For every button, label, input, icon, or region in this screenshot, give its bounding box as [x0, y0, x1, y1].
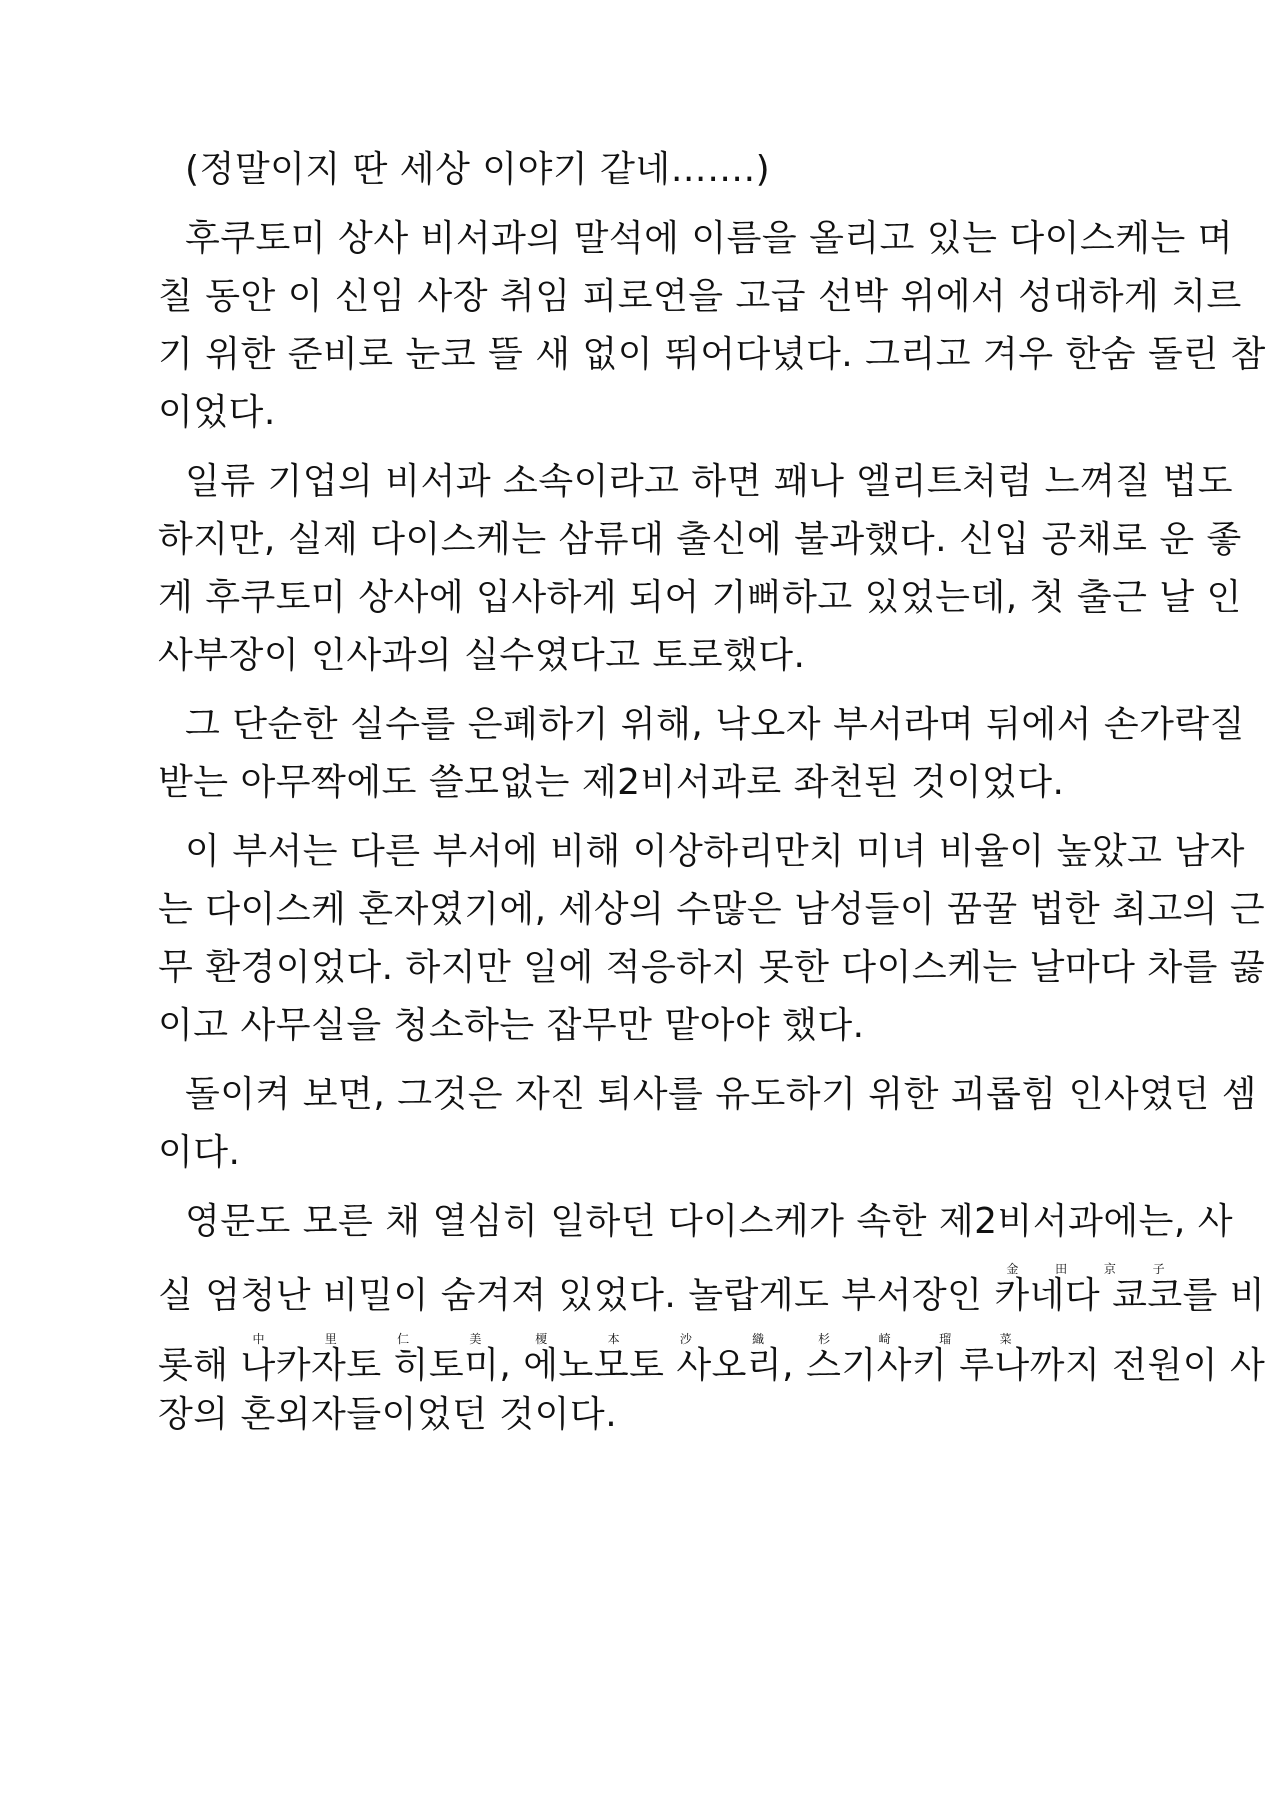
text-segment: , — [499, 1345, 524, 1386]
text-segment: 를 비 — [1182, 1275, 1266, 1316]
text-line: 영문도 모른 채 열심히 일하던 다이스케가 속한 제2비서과에는, 사 — [185, 1201, 1234, 1242]
text-segment: 까지 전원이 사 — [1029, 1345, 1266, 1386]
ruby-base: 에노모토 사오리 — [523, 1345, 783, 1386]
text-line: 이 부서는 다른 부서에 비해 이상하리만치 미녀 비율이 높았고 남자 — [185, 831, 1245, 872]
text-line: 무 환경이었다. 하지만 일에 적응하지 못한 다이스케는 날마다 차를 끓 — [158, 947, 1266, 988]
ruby-base: 카네다 쿄코 — [994, 1275, 1183, 1316]
text-line: 사부장이 인사과의 실수였다고 토로했다. — [158, 635, 806, 676]
ruby-name — [806, 1332, 1030, 1386]
ruby-annotation: 榎本沙織 — [523, 1332, 783, 1346]
ruby-annotation: 杉崎瑠菜 — [806, 1332, 1030, 1346]
text-line: 돌이켜 보면, 그것은 자진 퇴사를 유도하기 위한 괴롭힘 인사였던 셈 — [185, 1074, 1257, 1115]
ruby-name — [523, 1332, 783, 1386]
text-line-with-ruby — [158, 1262, 1266, 1316]
text-line: 하지만, 실제 다이스케는 삼류대 출신에 불과했다. 신입 공채로 운 좋 — [158, 519, 1242, 560]
ruby-base: 스기사키 루나 — [806, 1345, 1030, 1386]
ruby-base: 나카자토 히토미 — [240, 1345, 500, 1386]
text-line: 이었다. — [158, 392, 276, 433]
text-line: 칠 동안 이 신임 사장 취임 피로연을 고급 선박 위에서 성대하게 치르 — [158, 276, 1242, 317]
text-line: 게 후쿠토미 상사에 입사하게 되어 기뻐하고 있었는데, 첫 출근 날 인 — [158, 577, 1242, 618]
text-line: 는 다이스케 혼자였기에, 세상의 수많은 남성들이 꿈꿀 법한 최고의 근 — [158, 889, 1266, 930]
text-line: (정말이지 딴 세상 이야기 같네…….) — [185, 149, 771, 190]
text-line: 그 단순한 실수를 은폐하기 위해, 낙오자 부서라며 뒤에서 손가락질 — [185, 704, 1245, 745]
text-segment: , — [782, 1345, 807, 1386]
ruby-annotation: 中里仁美 — [240, 1332, 500, 1346]
text-line: 장의 혼외자들이었던 것이다. — [158, 1394, 618, 1435]
ruby-annotation: 金田京子 — [994, 1262, 1183, 1276]
text-line-with-ruby — [158, 1332, 1266, 1386]
ruby-name — [994, 1262, 1183, 1316]
ruby-name — [240, 1332, 500, 1386]
text-line: 받는 아무짝에도 쓸모없는 제2비서과로 좌천된 것이었다. — [158, 762, 1065, 803]
text-segment: 실 엄청난 비밀이 숨겨져 있었다. 놀랍게도 부서장인 — [158, 1275, 995, 1316]
text-line: 일류 기업의 비서과 소속이라고 하면 꽤나 엘리트처럼 느껴질 법도 — [185, 461, 1233, 502]
text-segment: 롯해 — [158, 1345, 241, 1386]
text-line: 이다. — [158, 1132, 241, 1173]
text-line: 기 위한 준비로 눈코 뜰 새 없이 뛰어다녔다. 그리고 겨우 한숨 돌린 참 — [158, 334, 1266, 375]
text-line: 후쿠토미 상사 비서과의 말석에 이름을 올리고 있는 다이스케는 며 — [185, 218, 1233, 259]
text-line: 이고 사무실을 청소하는 잡무만 맡아야 했다. — [158, 1005, 865, 1046]
